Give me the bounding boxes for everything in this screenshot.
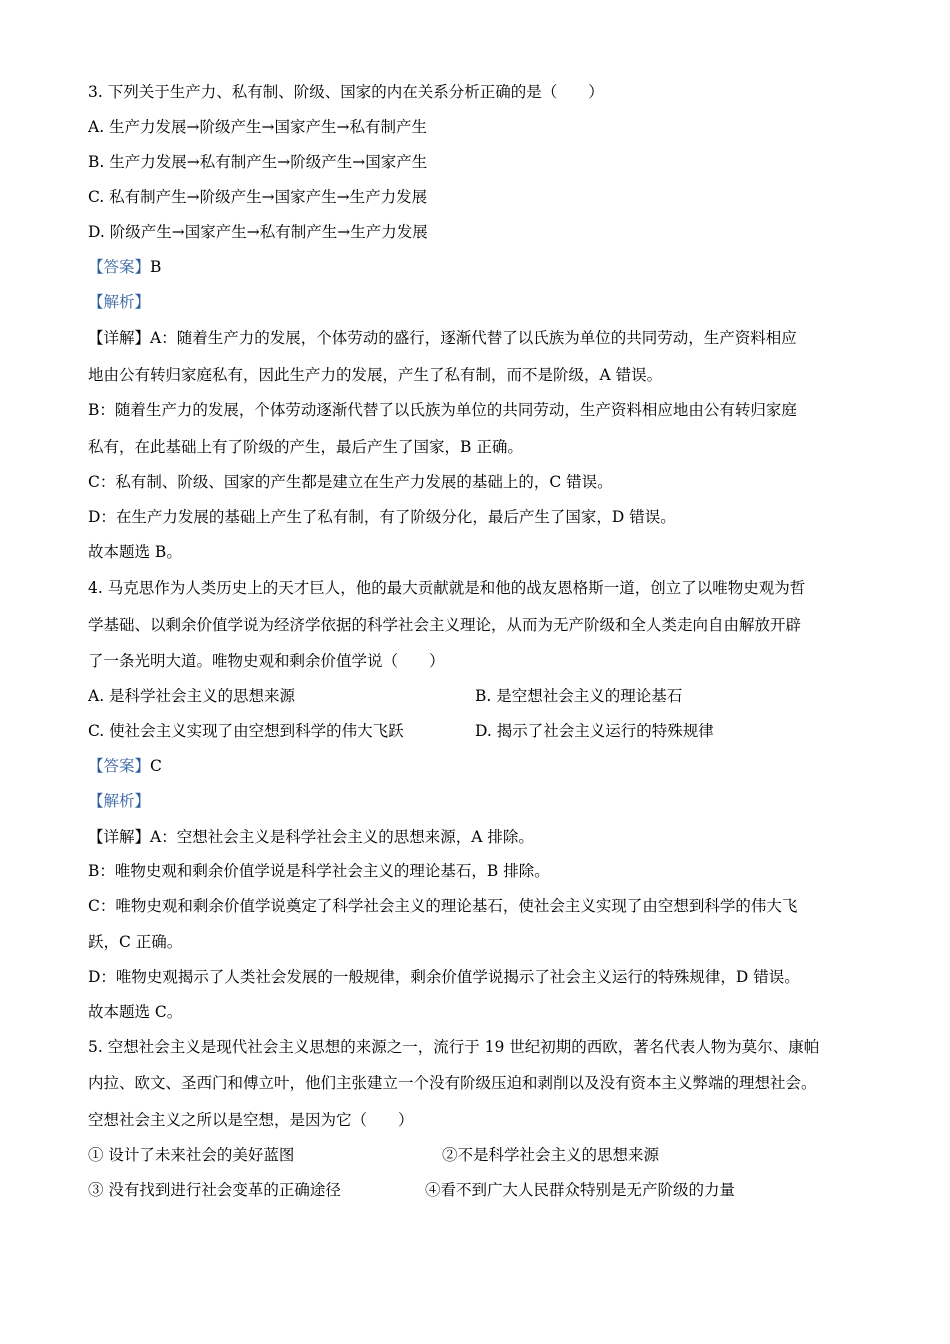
q3-detail-line: 地由公有转归家庭私有，因此生产力的发展，产生了私有制，而不是阶级，A 错误。: [88, 366, 663, 384]
q3-option-c: C. 私有制产生→阶级产生→国家产生→生产力发展: [88, 188, 428, 206]
q4-detail-line: D：唯物史观揭示了人类社会发展的一般规律，剩余价值学说揭示了社会主义运行的特殊规律，D 错误。: [88, 968, 800, 986]
q3-detail-line: D：在生产力发展的基础上产生了私有制，有了阶级分化，最后产生了国家，D 错误。: [88, 508, 676, 526]
q5-option-1: ① 设计了未来社会的美好蓝图: [88, 1146, 295, 1164]
q5-stem-line: 空想社会主义之所以是空想，是因为它（ ）: [88, 1111, 414, 1129]
q4-analysis-tag: 【解析】: [88, 792, 151, 810]
q4-detail-line: 【详解】A：空想社会主义是科学社会主义的思想来源，A 排除。: [88, 828, 534, 846]
q4-stem-line: 了一条光明大道。唯物史观和剩余价值学说（ ）: [88, 652, 445, 670]
q4-detail-line: B：唯物史观和剩余价值学说是科学社会主义的理论基石，B 排除。: [88, 862, 550, 880]
q3-answer: [88, 257, 161, 277]
q5-option-4: ④看不到广大人民群众特别是无产阶级的力量: [425, 1181, 736, 1199]
q5-stem-line: 内拉、欧文、圣西门和傅立叶，他们主张建立一个没有阶级压迫和剥削以及没有资本主义弊端的理想社会。: [88, 1074, 817, 1092]
q3-detail-line: B：随着生产力的发展，个体劳动逐渐代替了以氏族为单位的共同劳动，生产资料相应地由公有转归家庭: [88, 401, 797, 419]
q3-option-d: D. 阶级产生→国家产生→私有制产生→生产力发展: [88, 223, 428, 241]
q4-answer: [88, 756, 162, 776]
q5-option-2: ②不是科学社会主义的思想来源: [442, 1146, 660, 1164]
q3-option-b: B. 生产力发展→私有制产生→阶级产生→国家产生: [88, 153, 428, 171]
q3-analysis-tag: 【解析】: [88, 293, 151, 311]
q3-answer-value: B: [150, 258, 162, 276]
q4-option-d: D. 揭示了社会主义运行的特殊规律: [475, 722, 714, 740]
q4-stem-line: 4. 马克思作为人类历史上的天才巨人，他的最大贡献就是和他的战友恩格斯一道，创立了以唯物史观为哲: [88, 579, 806, 597]
q4-option-c: C. 使社会主义实现了由空想到科学的伟大飞跃: [88, 722, 404, 740]
q3-answer-tag: 【答案】: [88, 258, 151, 276]
q3-detail-line: 私有，在此基础上有了阶级的产生，最后产生了国家，B 正确。: [88, 438, 523, 456]
q4-option-a: A. 是科学社会主义的思想来源: [88, 687, 296, 705]
q5-option-3: ③ 没有找到进行社会变革的正确途径: [88, 1181, 341, 1199]
q3-option-a: A. 生产力发展→阶级产生→国家产生→私有制产生: [88, 118, 428, 136]
q4-detail-line: C：唯物史观和剩余价值学说奠定了科学社会主义的理论基石，使社会主义实现了由空想到科学的伟大飞: [88, 897, 798, 915]
q4-conclusion: 故本题选 C。: [88, 1003, 183, 1021]
q3-detail-line: C：私有制、阶级、国家的产生都是建立在生产力发展的基础上的，C 错误。: [88, 473, 613, 491]
q4-stem-line: 学基础、以剩余价值学说为经济学依据的科学社会主义理论，从而为无产阶级和全人类走向自由解放开辟: [88, 616, 802, 634]
q4-detail-line: 跃，C 正确。: [88, 933, 183, 951]
q3-stem: 3. 下列关于生产力、私有制、阶级、国家的内在关系分析正确的是（ ）: [88, 83, 604, 101]
q4-answer-tag: 【答案】: [88, 757, 151, 775]
q3-conclusion: 故本题选 B。: [88, 543, 182, 561]
q5-stem-line: 5. 空想社会主义是现代社会主义思想的来源之一，流行于 19 世纪初期的西欧，著名代表人物为莫尔、康帕: [88, 1038, 820, 1056]
q3-detail-line: 【详解】A：随着生产力的发展，个体劳动的盛行，逐渐代替了以氏族为单位的共同劳动，生产资料相应: [88, 329, 797, 347]
q4-option-b: B. 是空想社会主义的理论基石: [475, 687, 683, 705]
q4-answer-value: C: [150, 757, 162, 775]
